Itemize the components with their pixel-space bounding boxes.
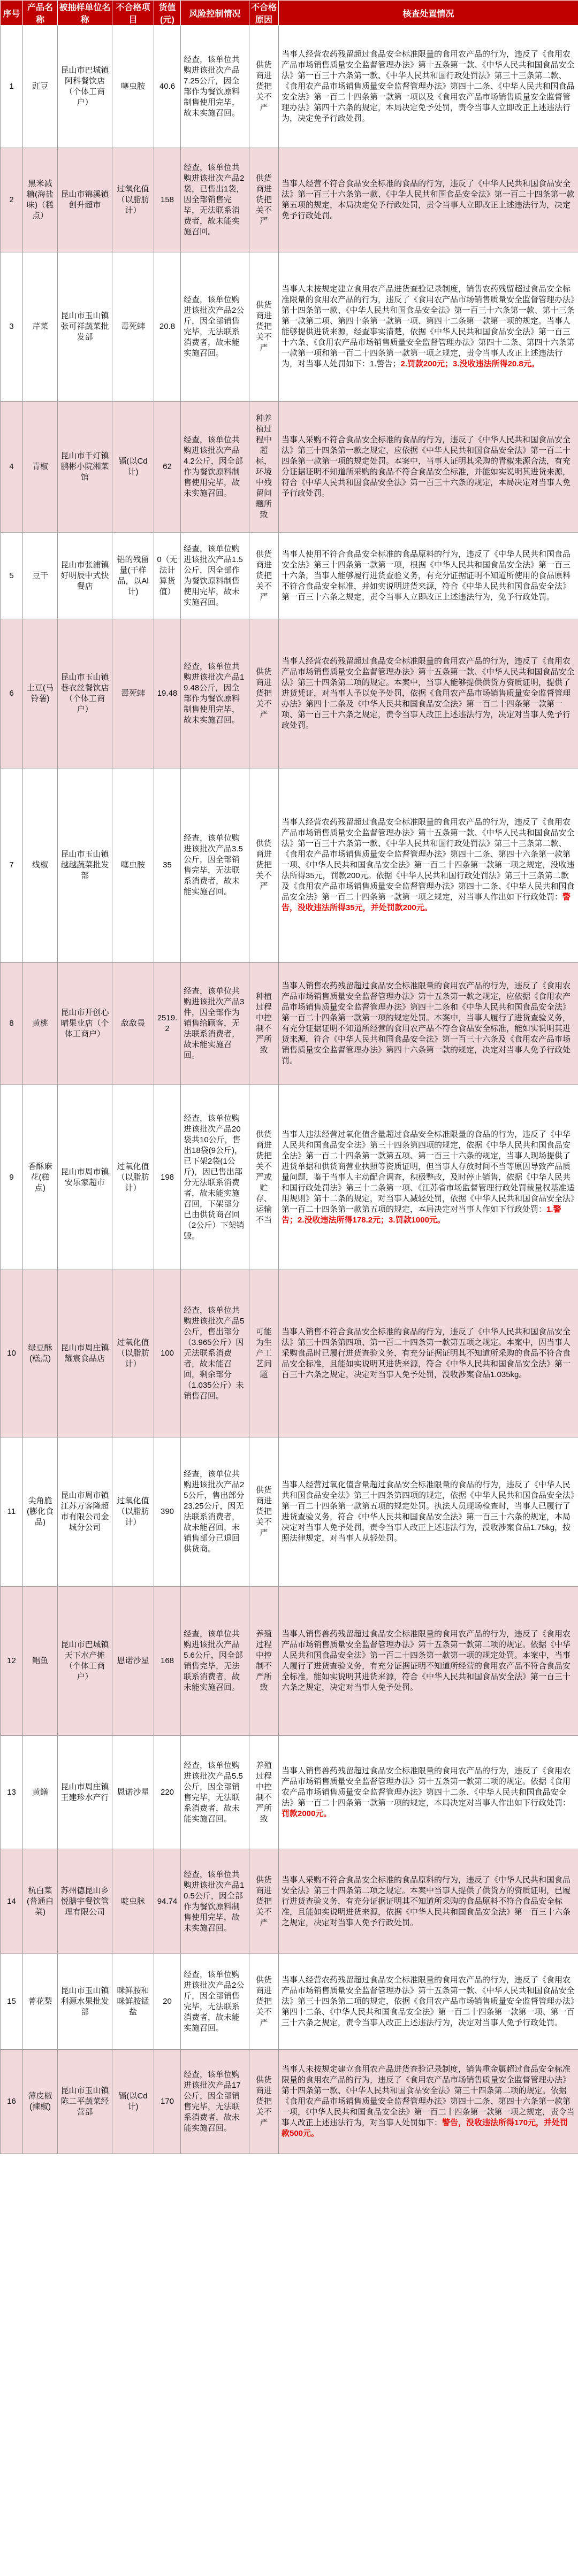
penalty-highlight: 2.罚款200元；3.没收违法所得20.8元。 — [400, 359, 539, 368]
cell-item: 噻虫胺 — [112, 26, 154, 148]
cell-item: 噻虫胺 — [112, 768, 154, 963]
cell-risk: 经查，该单位购进该批次产品5.5公斤，因全部销售完毕，无法联系消费者，故未能实施召回。 — [181, 1736, 249, 1849]
cell-product: 鲳鱼 — [23, 1587, 58, 1736]
header-product: 产品名称 — [23, 1, 58, 26]
cell-item: 铝的残留量(干样品，以Al计) — [112, 533, 154, 619]
cell-product: 香酥麻花(糕点) — [23, 1085, 58, 1270]
cell-risk: 经查，该单位共购进该批次产品5.6公斤，因全部销售完毕，无法联系消费者，故未能实施召回。 — [181, 1587, 249, 1736]
disposal-text: 当事人违法经营过氧化值含量超过食品安全标准限量的食品的行为，违反了《中华人民共和国食品安全法》第三十四条第四项的规定，依据《中华人民共和国食品安全法》第一百二十四条第一款第五项、第一百三十六条的规定，当事人现场提供了进货单据和供货商营业执照等资质证明，但当事人存放时间不当等原因导致产品质量问题，鉴于当事人主动配合调查，积极整改，及时停止销售，依据《中华人民共和国行政处罚法》第三十二条第一项、《江苏省市场监督管理行政处罚裁量权基准适用规则》第十二条的规定，对当事人减轻处罚，依据《中华人民共和国食品安全法》第一百二十四条第一款第五项的规定，本局决定对当事人作如下行政处罚： — [282, 1129, 575, 1214]
cell-risk: 经查，该单位购进该批次产品3.5公斤，因全部销售完毕，无法联系消费者，故未能实施召回。 — [181, 768, 249, 963]
cell-reason: 种养植过程中超标，环境中残留问题所致 — [249, 402, 279, 533]
header-unit: 被抽样单位名称 — [58, 1, 112, 26]
table-row — [1, 1085, 578, 1270]
cell-disposal — [279, 1849, 578, 1954]
disposal-text: 当事人销售农药残留超过食品安全标准限量的食用农产品的行为，违反了《食用农产品市场销售质量安全监督管理办法》第十五条第一款之规定，应依据《食用农产品市场销售质量安全监督管理办法》第四十二条和《中华人民共和国食品安全法》第一百二十四条第一款第一项的规定处罚。本案中，当事人履行了进货查验义务，有充分证据证明不知道所经营的食用农产品不符合食品安全标准，能如实说明其进货来源，符合《中华人民共和国食品安全法》第一百三十六条及《食用农产品市场销售质量安全监督管理办法》第四十六条第一款的规定，决定对当事人免予行政处罚。 — [282, 981, 571, 1065]
cell-risk: 经查，该单位购进该批次产品17公斤，因全部销售完毕，无法联系消费者，故未能实施召回。 — [181, 2050, 249, 2154]
cell-risk: 经查，该单位共购进该批次产品7.25公斤，因全部作为餐饮原料制售使用完毕，故未实施召回。 — [181, 26, 249, 148]
cell-no: 9 — [1, 1085, 23, 1270]
cell-item: 恩诺沙星 — [112, 1587, 154, 1736]
cell-item: 啶虫脒 — [112, 1849, 154, 1954]
cell-risk: 经查，该单位共购进该批次产品5公斤，售出部分（3.965公斤）因无法联系消费者，故未能召回，剩余部分（1.035公斤）未销售召回。 — [181, 1270, 249, 1437]
disposal-text: 当事人采购不符合食品安全标准的食品原料的行为，违反了《中华人民共和国食品安全法》第三十四条第二项之规定。本案中当事人提供了供货方的资质证明，已履行进货查验义务，有充分证据证明其不知道所采购的食品原料不符合食品安全标准，且能如实说明进货来源，依据《中华人民共和国食品安全法》第一百三十六条之规定，决定对当事人免予行政处罚。 — [282, 1875, 571, 1927]
cell-product: 豇豆 — [23, 26, 58, 148]
cell-no: 6 — [1, 619, 23, 768]
cell-value: 168 — [154, 1587, 181, 1736]
cell-value: 35 — [154, 768, 181, 963]
cell-risk: 经查，该单位购进该批次产品2公斤，因全部销售完毕，无法联系消费者，故未能实施召回。 — [181, 252, 249, 402]
cell-disposal — [279, 1437, 578, 1587]
cell-no: 10 — [1, 1270, 23, 1437]
cell-disposal — [279, 1270, 578, 1437]
cell-unit: 昆山市周市镇安乐家超市 — [58, 1085, 112, 1270]
cell-value: 40.6 — [154, 26, 181, 148]
cell-disposal — [279, 1085, 578, 1270]
header-no: 序号 — [1, 1, 23, 26]
cell-unit: 昆山市开创心晴果业店（个体工商户） — [58, 963, 112, 1085]
cell-disposal — [279, 402, 578, 533]
cell-reason: 可能为生产工艺问题 — [249, 1270, 279, 1437]
cell-risk: 经查，该单位购进该批次产品2公斤，因全部销售完毕，无法联系消费者，故未能实施召回。 — [181, 1954, 249, 2050]
cell-product: 黑米减糖(海盐味)（糕点） — [23, 148, 58, 252]
cell-reason: 供货商进货把关不严或贮存、运输不当 — [249, 1085, 279, 1270]
cell-value: 20 — [154, 1954, 181, 2050]
cell-risk: 经查，该单位共购进该批次产品19.48公斤，因全部作为餐饮原料制售使用完毕，故未实施召回。 — [181, 619, 249, 768]
disposal-text: 当事人经营农药残留超过食品安全标准限量的食用农产品的行为，违反了《食用农产品市场销售质量安全监督管理办法》第十五条第一款、《中华人民共和国食品安全法》第一百三十六条第一款、《中华人民共和国行政处罚法》第三十三条第二款、《食用农产品市场销售质量安全监督管理办法》第四十二条、《中华人民共和国食品安全法》第一百二十四条第一款第一项以及《食用农产品市场销售质量安全监督管理办法》第四十六条的规定，本局决定免予处罚，责令当事人立即改正上述违法行为，决定免予行政处罚。 — [282, 50, 575, 123]
cell-no: 13 — [1, 1736, 23, 1849]
cell-value: 19.48 — [154, 619, 181, 768]
cell-reason: 养殖过程中控制不严所致 — [249, 1587, 279, 1736]
cell-reason: 供货商进货把关不严 — [249, 1954, 279, 2050]
cell-no: 11 — [1, 1437, 23, 1587]
cell-product: 黄桃 — [23, 963, 58, 1085]
cell-risk: 经查，该单位购进该批次产品1.5公斤，因全部作为餐饮原料制售使用完毕，故未实施召回。 — [181, 533, 249, 619]
cell-disposal — [279, 1954, 578, 2050]
cell-disposal — [279, 619, 578, 768]
cell-no: 8 — [1, 963, 23, 1085]
cell-item: 镉(以Cd计) — [112, 402, 154, 533]
disposal-text: 当事人销售不符合食品安全标准的食品的行为，违反了《中华人民共和国食品安全法》第三十四条第四项、第一百二十四条第一款第五项之规定。本案中，因当事人采购食品时已履行进货查验义务，有充分证据证明其不知道所采购的食品不符合食品安全标准，且能如实说明其进货来源，符合《中华人民共和国食品安全法》第一百三十六条之规定，决定对当事人免予处罚，没收涉案食品1.035kg。 — [282, 1327, 571, 1379]
disposal-text: 当事人销售兽药残留超过食品安全标准限量的食用农产品的行为，违反了《食用农产品市场销售质量安全监督管理办法》第十五条第一款第二项的规定。依据《中华人民共和国食品安全法》第一百二十四条第一款第一项的规定处罚。本案中，当事人履行了进货查验义务，有充分证据证明不知道所经营的食用农产品不符合食品安全标准，能如实说明其进货来源，符合《中华人民共和国食品安全法》第一百三十六条之规定，决定对当事人免予处罚。 — [282, 1629, 571, 1692]
cell-no: 1 — [1, 26, 23, 148]
cell-disposal — [279, 533, 578, 619]
table-row — [1, 1954, 578, 2050]
cell-unit: 昆山市玉山镇越越蔬菜批发部 — [58, 768, 112, 963]
table-row — [1, 252, 578, 402]
cell-no: 16 — [1, 2050, 23, 2154]
cell-unit: 昆山市玉山镇巷衣丝餐饮店（个体工商户） — [58, 619, 112, 768]
cell-value: 390 — [154, 1437, 181, 1587]
table-row — [1, 1736, 578, 1849]
cell-no: 3 — [1, 252, 23, 402]
cell-value: 94.74 — [154, 1849, 181, 1954]
cell-product: 土豆(马铃薯) — [23, 619, 58, 768]
cell-unit: 昆山市玉山镇陈二平蔬菜经营部 — [58, 2050, 112, 2154]
cell-reason: 供货商进货把关不严 — [249, 768, 279, 963]
disposal-text: 当事人使用不符合食品安全标准的食品原料的行为，违反了《中华人民共和国食品安全法》第三十四条第一款第一项，根据《中华人民共和国食品安全法》第一百三十六条，当事人能够履行进货查验义务，有充分证据证明不知道所使用的食品原料不符合食品安全标准，并如实说明进货来源，符合《中华人民共和国食品安全法》第一百三十六条之规定，责令当事人立即改正上述违法行为，免予行政处罚。 — [282, 549, 571, 602]
cell-unit: 昆山市玉山镇张可祥蔬菜批发部 — [58, 252, 112, 402]
cell-disposal — [279, 148, 578, 252]
table-row — [1, 2050, 578, 2154]
header-value: 货值(元) — [154, 1, 181, 26]
cell-reason: 供货商进货把关不严 — [249, 26, 279, 148]
disposal-text: 当事人经营农药残留超过食品安全标准限量的食用农产品的行为，违反了《食用农产品市场销售质量安全监督管理办法》第十五条第一款、《中华人民共和国食品安全法》第三十四条第二项的规定，依据《食用农产品市场销售质量安全监督管理办法》第四十二条、《中华人民共和国食品安全法》第一百二十四条第一款第一项、第一百三十六条之规定，责令当事人改正上述违法行为，决定对当事人免予行政处罚。 — [282, 1975, 575, 2027]
cell-no: 14 — [1, 1849, 23, 1954]
cell-value: 170 — [154, 2050, 181, 2154]
cell-disposal — [279, 1587, 578, 1736]
cell-reason: 供货商进货把关不严 — [249, 533, 279, 619]
cell-unit: 昆山市千灯镇鹏彬小院湘菜馆 — [58, 402, 112, 533]
cell-product: 青椒 — [23, 402, 58, 533]
cell-product: 菁花梨 — [23, 1954, 58, 2050]
cell-value: 158 — [154, 148, 181, 252]
disposal-text: 当事人未按规定建立食用农产品进货查验记录制度，销售农药残留超过食品安全标准限量的食用农产品的行为，违反了《食用农产品市场销售质量安全监督管理办法》第十四条第一款、《中华人民共和国食品安全法》第一百三十六条第一款、第十三条第一款第二项、第四十条第一款第一项、第四十二条第一款第一项的规定。当事人能够提供进货来源，经查事实清楚，依据《中华人民共和国食品安全法》第一百三十六条、《食用农产品市场销售质量安全监督管理办法》第四十二条、第四十六条第一款第一项和第一百二十四条第一款第一项之规定，责令当事人改正上述违法行为，对当事人处罚如下：1.警告； — [282, 284, 575, 368]
cell-reason: 供货商进货把关不严 — [249, 148, 279, 252]
cell-unit: 昆山市周庄镇王建珍水产行 — [58, 1736, 112, 1849]
disposal-text: 当事人经营农药残留超过食品安全标准限量的食用农产品的行为，违反了《食用农产品市场销售质量安全监督管理办法》第十五条第一款、《中华人民共和国食品安全法》第三十四条第二项的规定。本案中，当事人能够提供供货方资质证明，提供了进货凭证，对当事人予以免予处罚，依据《食用农产品市场销售质量安全监督管理办法》第四十二条及《中华人民共和国食品安全法》第一百二十四条第一款第一项、第一百三十六条之规定，责令当事人改正上述违法行为，决定对当事人免予行政处罚。 — [282, 657, 575, 730]
cell-value: 220 — [154, 1736, 181, 1849]
cell-item: 敌敌畏 — [112, 963, 154, 1085]
cell-risk: 经查，该单位共购进该批次产品2袋，已售出1袋，因全部销售完毕，无法联系消费者，故未能实施召回。 — [181, 148, 249, 252]
header-risk: 风险控制情况 — [181, 1, 249, 26]
cell-no: 2 — [1, 148, 23, 252]
cell-risk: 经查，该单位购进该批次产品20袋共10公斤，售出18袋(9公斤)，已下架2袋(1公斤)，因已售出部分无法联系消费者，故未能实施召回，下架部分已由供货商召回（2公斤）下架销毁。 — [181, 1085, 249, 1270]
cell-item: 咪鲜胺和咪鲜胺锰盐 — [112, 1954, 154, 2050]
table-row — [1, 1587, 578, 1736]
cell-disposal — [279, 252, 578, 402]
cell-product: 黄鳝 — [23, 1736, 58, 1849]
header-item: 不合格项目 — [112, 1, 154, 26]
penalty-highlight: 罚款2000元。 — [282, 1809, 332, 1818]
table-row — [1, 402, 578, 533]
cell-item: 恩诺沙星 — [112, 1736, 154, 1849]
cell-unit: 昆山市周市镇江苏万客隆超市有限公司金城分公司 — [58, 1437, 112, 1587]
cell-item: 毒死蜱 — [112, 252, 154, 402]
table-row — [1, 768, 578, 963]
cell-value: 2519.2 — [154, 963, 181, 1085]
table-row — [1, 619, 578, 768]
disposal-text: 当事人采购不符合食品安全标准的食品的行为，违反了《中华人民共和国食品安全法》第三十四条第一款之规定，应依据《中华人民共和国食品安全法》第一百二十四条第一款第一项的规定处罚。本案中，当事人证明其采购的青椒来源合法，有充分证据证明不知道所采购的食品不符合食品安全标准，并能如实说明其进货来源，符合《中华人民共和国食品安全法》第一百三十六条的规定，本局决定对当事人免予行政处罚。 — [282, 435, 571, 498]
cell-value: 100 — [154, 1270, 181, 1437]
cell-no: 4 — [1, 402, 23, 533]
cell-risk: 经查，该单位共购进该批次产品3件，因全部作为销售给顾客，无法联系消费者，故未能实施召回。 — [181, 963, 249, 1085]
cell-unit: 昆山市玉山镇利源水果批发部 — [58, 1954, 112, 2050]
penalty-highlight: 警告，没收违法所得35元，并处罚款200元。 — [282, 893, 571, 912]
cell-no: 7 — [1, 768, 23, 963]
cell-no: 5 — [1, 533, 23, 619]
cell-item: 镉(以Cd计) — [112, 2050, 154, 2154]
cell-product: 豆干 — [23, 533, 58, 619]
cell-value: 62 — [154, 402, 181, 533]
cell-reason: 供货商进货把关不严 — [249, 1437, 279, 1587]
header-row — [1, 1, 578, 26]
cell-risk: 经查，该单位共购进该批次产品4.2公斤，因全部作为餐饮原料制售使用完毕，故未实施召回。 — [181, 402, 249, 533]
cell-unit: 苏州德昆山乡悦膳宇餐饮管理有限公司 — [58, 1849, 112, 1954]
cell-disposal — [279, 963, 578, 1085]
disposal-text: 当事人未按规定建立食用农产品进货查验记录制度，销售重金属超过食品安全标准限量的食用农产品的行为，违反了《食用农产品市场销售质量安全监督管理办法》第十四条第一款、《中华人民共和国食品安全法》第三十四条第二项的规定。依据《食用农产品市场销售质量安全监督管理办法》第四十二条、第四十六条第一款第一项，《中华人民共和国食品安全法》第一百二十四条第一款第一项之规定，责令当事人改正上述违法行为，对当事人处罚如下： — [282, 2065, 575, 2127]
disposal-text: 当事人销售兽药残留超过食品安全标准限量的食用农产品的行为，违反了《食用农产品市场销售质量安全监督管理办法》第十五条第一款第二项的规定。依据《食用农产品市场销售质量安全监督管理办法》第四十二条、《中华人民共和国食品安全法》第一百二十四条第一款第一项的规定，本局决定对当事人作出如下行政处罚： — [282, 1766, 571, 1808]
cell-value: 0（无法计算货值） — [154, 533, 181, 619]
cell-reason: 种植过程中控制不严所致 — [249, 963, 279, 1085]
table-row — [1, 1270, 578, 1437]
disposal-text: 当事人经营过氧化值含量超过食品安全标准限量的食品的行为，违反了《中华人民共和国食品安全法》第三十四条第四项的规定，依据《中华人民共和国食品安全法》第一百二十四条第一款第五项的规定处罚。执法人员现场检查时，当事人已履行了进货查验义务，符合《中华人民共和国食品安全法》第一百三十六条的规定，本局决定对当事人免予处罚，责令当事人改正上述违法行为，没收涉案食品1.75kg，按照法律规定，对当事人从轻处罚。 — [282, 1480, 575, 1543]
penalty-highlight: 1.警告；2.没收违法所得178.2元；3.罚款1000元。 — [282, 1204, 561, 1225]
cell-product: 绿豆酥(糕点) — [23, 1270, 58, 1437]
cell-unit: 昆山市锦溪镇创升超市 — [58, 148, 112, 252]
cell-risk: 经查，该单位共购进该批次产品10.5公斤，因全部作为餐饮原料制售使用完毕，故未实施召回。 — [181, 1849, 249, 1954]
cell-product: 尖角脆(膨化食品) — [23, 1437, 58, 1587]
cell-value: 20.8 — [154, 252, 181, 402]
table-row — [1, 963, 578, 1085]
cell-disposal — [279, 26, 578, 148]
cell-product: 芹菜 — [23, 252, 58, 402]
cell-product: 杭白菜(普通白菜) — [23, 1849, 58, 1954]
cell-value: 198 — [154, 1085, 181, 1270]
header-disposal: 核查处置情况 — [279, 1, 578, 26]
disposal-text: 当事人经营农药残留超过食品安全标准限量的食用农产品的行为，违反了《食用农产品市场销售质量安全监督管理办法》第十五条第一款、《中华人民共和国食品安全法》第一百三十六条第一款、《中华人民共和国行政处罚法》第三十三条第二款、《食用农产品市场销售质量安全监督管理办法》第四十二条、第四十六条第一款第一项、《中华人民共和国食品安全法》第一百二十四条第一款第一项之规定，没收违法所得35元，罚款200元。依据《中华人民共和国行政处罚法》第三十三条第二款及《食用农产品市场销售质量安全监督管理办法》第四十二条、《中华人民共和国食品安全法》第一百二十四条第一款第一项之规定，对当事人作出如下行政处罚： — [282, 818, 575, 902]
cell-reason: 供货商进货把关不严 — [249, 1849, 279, 1954]
cell-no: 12 — [1, 1587, 23, 1736]
cell-reason: 供货商进货把关不严 — [249, 2050, 279, 2154]
cell-risk: 经查，该单位共购进该批次产品25公斤，售出部分23.25公斤，因无法联系消费者，故未能召回，未销售部分已退回供货商。 — [181, 1437, 249, 1587]
cell-reason: 供货商进货把关不严 — [249, 619, 279, 768]
cell-unit: 昆山市张浦镇好明辰中式快餐店 — [58, 533, 112, 619]
penalty-highlight: 警告，没收违法所得170元，并处罚款500元。 — [282, 2118, 568, 2138]
cell-disposal — [279, 768, 578, 963]
cell-unit: 昆山市巴城镇阿科餐饮店（个体工商户） — [58, 26, 112, 148]
cell-disposal — [279, 2050, 578, 2154]
cell-no: 15 — [1, 1954, 23, 2050]
cell-item: 毒死蜱 — [112, 619, 154, 768]
table-body — [1, 26, 578, 2154]
table-row — [1, 148, 578, 252]
cell-disposal — [279, 1736, 578, 1849]
cell-unit: 昆山市周庄镇耀宸食品店 — [58, 1270, 112, 1437]
cell-product: 线椒 — [23, 768, 58, 963]
cell-reason: 供货商进货把关不严 — [249, 252, 279, 402]
cell-product: 薄皮椒(辣椒) — [23, 2050, 58, 2154]
header-reason: 不合格原因 — [249, 1, 279, 26]
cell-reason: 养殖过程中控制不严所致 — [249, 1736, 279, 1849]
cell-item: 过氧化值（以脂肪计） — [112, 1085, 154, 1270]
cell-item: 过氧化值（以脂肪计） — [112, 148, 154, 252]
table-row — [1, 26, 578, 148]
cell-item: 过氧化值（以脂肪计） — [112, 1270, 154, 1437]
table-row — [1, 1437, 578, 1587]
table-row — [1, 533, 578, 619]
cell-unit: 昆山市巴城镇天下水产摊（个体工商户） — [58, 1587, 112, 1736]
disposal-text: 当事人经营不符合食品安全标准的食品的行为，违反了《中华人民共和国食品安全法》第一百三十六条第一款、《中华人民共和国食品安全法》第一百二十四条第一款第五项的规定，本局决定免予行政处罚，责令当事人立即改正上述违法行为，决定免予行政处罚。 — [282, 179, 575, 220]
cell-item: 过氧化值（以脂肪计） — [112, 1437, 154, 1587]
table-row — [1, 1849, 578, 1954]
